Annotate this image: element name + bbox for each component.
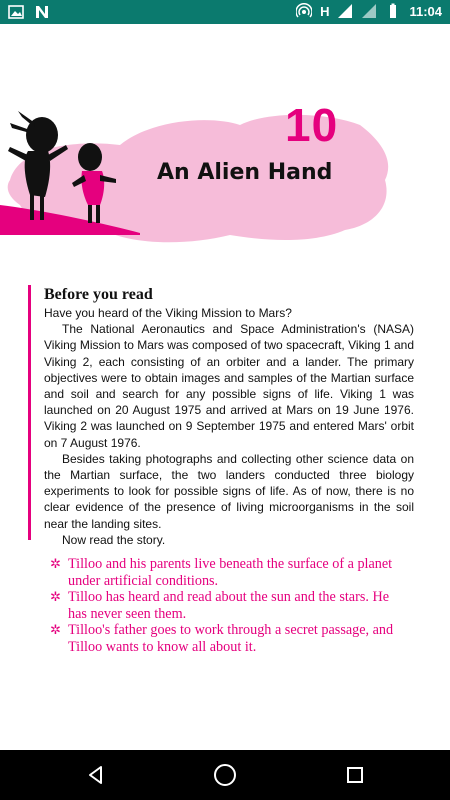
question: Have you heard of the Viking Mission to Mars? <box>44 306 292 320</box>
bullet-item <box>50 622 410 655</box>
paragraph-1: The National Aeronautics and Space Administration's (NASA) Viking Mission to Mars was composed of two spacecraft, Viking 1 and Viking 2, each consisting of an orbiter and a lander. The primary objectives were to obtain images and samples of the Martian surface and soil and search for any possible signs of life. Viking 1 was launched on 20 August 1975 and arrived at Mars on 19 June 1976. Viking 2 was launched on 9 September 1975 and entered Mars' orbit on 7 August 1976. <box>44 322 414 450</box>
home-icon <box>212 762 238 788</box>
recents-button[interactable] <box>340 760 370 790</box>
star-icon: ✲ <box>50 556 61 571</box>
signal-icon <box>337 3 353 19</box>
back-icon <box>85 764 107 786</box>
bullet-item <box>50 589 410 622</box>
recents-icon <box>345 765 365 785</box>
n-icon <box>34 4 50 20</box>
hotspot-icon <box>296 3 312 19</box>
section-heading: Before you read <box>44 286 153 303</box>
bullet-text: Tilloo's father goes to work through a secret passage, and Tilloo wants to know all about it. <box>68 622 394 655</box>
paragraph-2: Besides taking photographs and collecting other science data on the Martian surface, the two landers conducted three biology experiments to look for possible signs of life. As of now, there is no clear evidence of the presence of living microorganisms in the soil near the landing sites. <box>44 451 414 531</box>
chapter-title: An Alien Hand <box>157 160 333 185</box>
chapter-number: 10 <box>285 99 339 151</box>
bullet-text: Tilloo has heard and read about the sun and the stars. He has never seen them. <box>68 589 389 622</box>
status-bar <box>0 0 450 24</box>
star-icon: ✲ <box>50 622 61 637</box>
battery-icon <box>385 3 401 19</box>
clock: 11:04 <box>409 3 442 19</box>
signal-icon-2 <box>361 3 377 19</box>
bullet-item <box>50 556 410 589</box>
network-type: H <box>320 3 330 19</box>
navigation-bar <box>0 750 450 800</box>
bullet-text: Tilloo and his parents live beneath the surface of a planet under artificial conditions. <box>68 556 393 589</box>
star-icon: ✲ <box>50 589 61 604</box>
gallery-icon <box>8 4 24 20</box>
before-you-read-text <box>44 305 414 548</box>
bullet-list <box>50 556 410 655</box>
back-button[interactable] <box>81 760 111 790</box>
paragraph-3: Now read the story. <box>62 532 166 547</box>
home-button[interactable] <box>210 760 240 790</box>
